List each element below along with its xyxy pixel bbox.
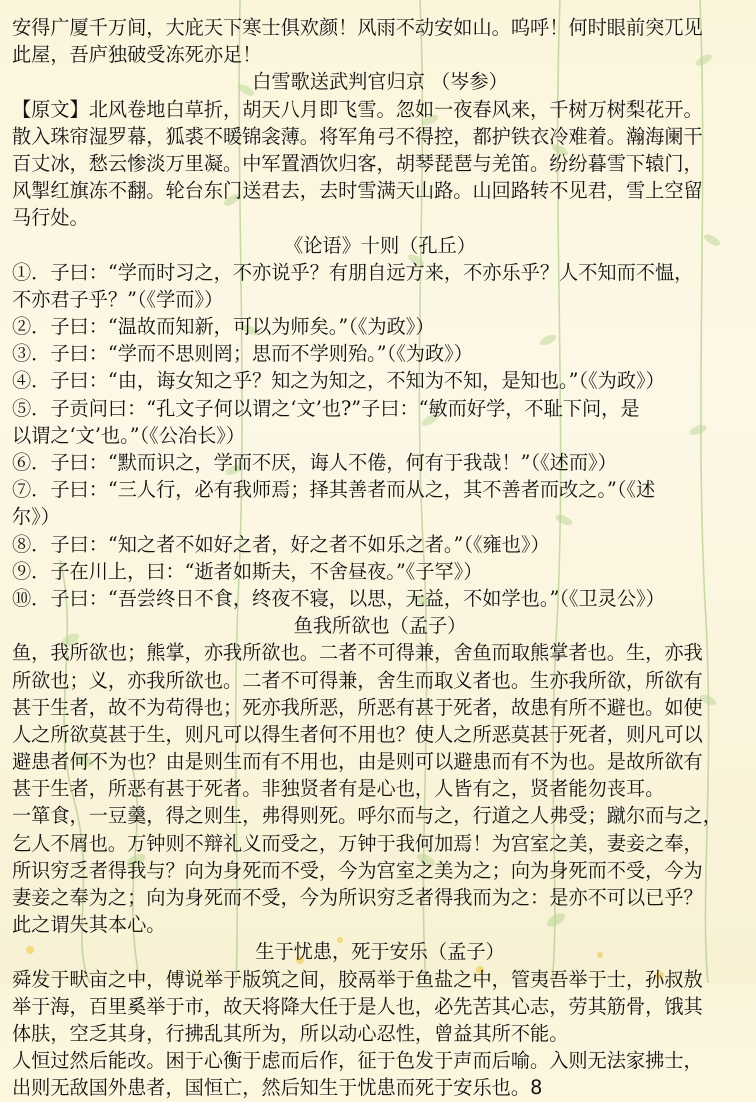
text-line: 舜发于畎亩之中，傅说举于版筑之间，胶鬲举于鱼盐之中，管夷吾举于士，孙叔敖 <box>12 967 703 991</box>
text-line: ⑩．子曰：“吾尝终日不食，终夜不寝，以思，无益，不如学也。”（《卫灵公》） <box>12 586 665 610</box>
text-line-content: 出则无敌国外患者，国恒亡，然后知生于忧患而死于安乐也。 <box>12 1076 531 1100</box>
text-line: 举于海，百里奚举于市，故天将降大任于是人也，必先苦其心志，劳其筋骨，饿其 <box>12 994 703 1018</box>
text-line: ⑥．子曰：“默而识之，学而不厌，诲人不倦，何有于我哉！”（《述而》） <box>12 451 617 474</box>
text-line: 所欲也；义，亦我所欲也。二者不可得兼，舍生而取义者也。生亦我所欲，所欲有 <box>12 668 703 692</box>
text-line: 不亦君子乎？”（《学而》） <box>12 287 224 311</box>
text-line: 妻妾之奉为之；向为身死而不受，今为所识穷乏者得我而为之：是亦不可以已乎？ <box>12 886 703 909</box>
page-number: 8 <box>530 1076 543 1100</box>
text-line: 一箪食，一豆羹，得之则生，弗得则死。呼尔而与之，行道之人弗受；蹴尔而与之， <box>12 804 722 828</box>
text-line: 鱼，我所欲也；熊掌，亦我所欲也。二者不可得兼，舍鱼而取熊掌者也。生，亦我 <box>12 641 703 665</box>
text-line: ④．子曰：“由，诲女知之乎？知之为知之，不知为不知，是知也。”（《为政》） <box>12 369 665 393</box>
poem-continuation <box>12 14 748 68</box>
text-line: 以谓之‘文’也。”（《公冶长》） <box>12 423 246 447</box>
section-title: 白雪歌送武判官归京 （岑参） <box>252 70 508 94</box>
text-line: 此之谓失其本心。 <box>12 913 166 937</box>
text-line: 此屋，吾庐独破受冻死亦足！ <box>12 43 262 67</box>
section-title: 鱼我所欲也（孟子） <box>293 614 467 638</box>
text-line: 体肤，空乏其身，行拂乱其所为，所以动心忍性，曾益其所不能。 <box>12 1021 569 1045</box>
section-lunyu <box>12 232 748 613</box>
text-line: ⑦．子曰：“三人行，必有我师焉；择其善者而从之，其不善者而改之。”（《述 <box>12 478 656 502</box>
text-line: 【原文】北风卷地白草折，胡天八月即飞雪。忽如一夜春风来，千树万树梨花开。 <box>12 97 703 121</box>
text-line: 马行处。 <box>12 206 89 230</box>
section-title: 生于忧患，死于安乐（孟子） <box>255 940 505 964</box>
text-line: 百丈冰，愁云惨淡万里凝。中军置酒饮归客，胡琴琵琶与羌笛。纷纷暮雪下辕门， <box>12 151 703 175</box>
text-line: 风掣红旗冻不翻。轮台东门送君去，去时雪满天山路。山回路转不见君，雪上空留 <box>12 179 703 203</box>
text-line: ⑧．子曰：“知之者不如好之者，好之者不如乐之者。”（《雍也》） <box>12 532 550 556</box>
text-line: ③．子曰：“学而不思则罔；思而不学则殆。”（《为政》） <box>12 342 473 366</box>
text-line: 人之所欲莫甚于生，则凡可以得生者何不用也？使人之所恶莫甚于死者，则凡可以 <box>12 722 703 746</box>
text-line: ①．子曰：“学而时习之，不亦说乎？有朋自远方来，不亦乐乎？人不知而不愠， <box>12 260 694 284</box>
text-line: 尔》） <box>12 505 60 529</box>
text-line: 甚于生者，所恶有甚于死者。非独贤者有是心也，人皆有之，贤者能勿丧耳。 <box>12 777 665 801</box>
section-shengyu <box>12 938 748 1101</box>
text-line: 安得广厦千万间，大庇天下寒士俱欢颜！风雨不动安如山。呜呼！何时眼前突兀见 <box>12 16 703 39</box>
text-line: 散入珠帘湿罗幕，狐裘不暖锦衾薄。将军角弓不得控，都护铁衣冷难着。瀚海阑干 <box>12 124 703 148</box>
text-line: 所识穷乏者得我与？向为身死而不受，今为宫室之美为之；向为身死而不受，今为 <box>12 858 703 882</box>
text-line: 人恒过然后能改。困于心衡于虑而后作，征于色发于声而后喻。入则无法家拂士， <box>12 1049 703 1073</box>
section-title: 《论语》十则（孔丘） <box>284 233 476 257</box>
section-yuwo <box>12 612 748 938</box>
text-line: 避患者何不为也？由是则生而有不用也，由是则可以避患而有不为也。是故所欲有 <box>12 750 703 774</box>
last-text-line <box>12 1074 748 1101</box>
text-line: 甚于生者，故不为苟得也；死亦我所恶，所恶有甚于死者，故患有所不避也。如使 <box>12 695 703 719</box>
text-line: 乞人不屑也。万钟则不辩礼义而受之，万钟于我何加焉！为宫室之美，妻妾之奉， <box>12 831 703 855</box>
text-line: ②．子曰：“温故而知新，可以为师矣。”（《为政》） <box>12 315 435 339</box>
text-line: ⑤．子贡问曰：“孔文子何以谓之‘文’也?”子曰：“敏而好学，不耻下问，是 <box>12 396 640 420</box>
section-baixue <box>12 68 748 231</box>
text-line: ⑨．子在川上，曰：“逝者如斯夫，不舍昼夜。”《子罕》） <box>12 559 483 583</box>
